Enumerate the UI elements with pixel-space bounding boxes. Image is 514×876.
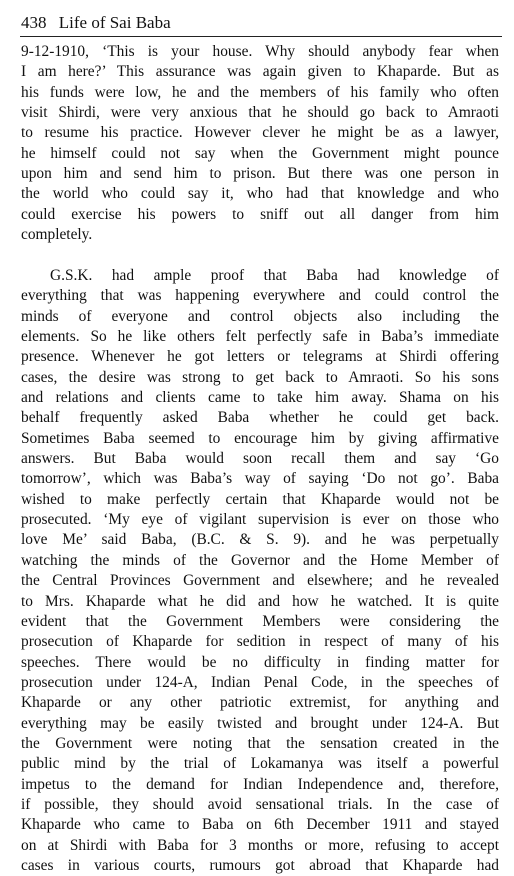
- text-line: elements. So he like others felt perfectly safe in Baba’s immediate: [21, 328, 499, 346]
- text-line: to Mrs. Khaparde what he did and how he watched. It is quite: [21, 592, 499, 610]
- text-line: prosecution of Khaparde for sedition in respect of many of his: [21, 633, 499, 651]
- page-number: 438: [21, 13, 47, 32]
- text-line: G.S.K. had ample proof that Baba had knowledge of: [50, 267, 499, 284]
- text-line: answers. But Baba would soon recall them and say ‘Go: [21, 450, 499, 468]
- text-line: Khaparde who came to Baba on 6th December 1911 and stayed: [21, 816, 499, 834]
- text-line: cases in various courts, rumours got abroad that Khaparde had: [21, 856, 499, 874]
- text-line: love Me’ said Baba, (B.C. & S. 9). and he was perpetually: [21, 531, 499, 549]
- text-line: speeches. There would be no difficulty in finding matter for: [21, 653, 499, 671]
- text-line: behalf frequently asked Baba whether he could get back.: [21, 409, 499, 427]
- paragraph-2: [21, 266, 499, 876]
- text-line: 9-12-1910, ‘This is your house. Why should anybody fear when: [21, 43, 499, 60]
- text-line: on at Shirdi with Baba for 3 months or more, refusing to accept: [21, 836, 499, 854]
- text-line: presence. Whenever he got letters or telegrams at Shirdi offering: [21, 348, 499, 366]
- text-line: the world who could say it, who had that knowledge and who: [21, 185, 499, 203]
- running-title: Life of Sai Baba: [58, 13, 171, 32]
- header-rule: [20, 36, 502, 37]
- text-line: prosecution under 124-A, Indian Penal Code, in the speeches of: [21, 673, 499, 691]
- text-line: prosecuted. ‘My eye of vigilant supervision is ever on those who: [21, 511, 499, 529]
- paragraph-1: [21, 42, 499, 245]
- text-line: I am here?’ This assurance was again given to Khaparde. But as: [21, 63, 499, 81]
- text-line: everything may be easily twisted and brought under 124-A. But: [21, 714, 499, 732]
- text-line: the Government were noting that the sensation created in the: [21, 734, 499, 752]
- text-line: everything that was happening everywhere and could control the: [21, 287, 499, 305]
- text-line: Khaparde or any other patriotic extremist, for anything and: [21, 694, 499, 712]
- text-line: cases, the desire was strong to get back to Amraoti. So his sons: [21, 368, 499, 386]
- text-line: minds of everyone and control objects also including the: [21, 307, 499, 325]
- text-line: Sometimes Baba seemed to encourage him by giving affirmative: [21, 429, 499, 447]
- text-line: evident that the Government Members were considering the: [21, 612, 499, 630]
- text-line: tomorrow’, which was Baba’s way of saying ‘Do not go’. Baba: [21, 470, 499, 488]
- text-line: he himself could not say when the Government might pounce: [21, 144, 499, 162]
- text-line: wished to make perfectly certain that Khaparde would not be: [21, 490, 499, 508]
- text-line: impetus to the demand for Indian Independence and, therefore,: [21, 775, 499, 793]
- text-line: and relations and clients came to take him away. Shama on his: [21, 389, 499, 407]
- page-header: [21, 12, 501, 38]
- text-line: the Central Provinces Government and elsewhere; and he revealed: [21, 572, 499, 590]
- text-line: public mind by the trial of Lokamanya was itself a powerful: [21, 755, 499, 773]
- text-line: if possible, they should avoid sensational trials. In the case of: [21, 795, 499, 813]
- text-line: completely.: [21, 226, 93, 244]
- text-line: watching the minds of the Governor and the Home Member of: [21, 551, 499, 569]
- text-line: could exercise his powers to sniff out all danger from him: [21, 205, 499, 223]
- text-line: upon him and send him to prison. But there was one person in: [21, 165, 499, 183]
- text-line: his funds were low, he and the members of his family who often: [21, 83, 499, 101]
- text-line: visit Shirdi, were very anxious that he should go back to Amraoti: [21, 104, 499, 122]
- text-line: to resume his practice. However clever he might be as a lawyer,: [21, 124, 499, 142]
